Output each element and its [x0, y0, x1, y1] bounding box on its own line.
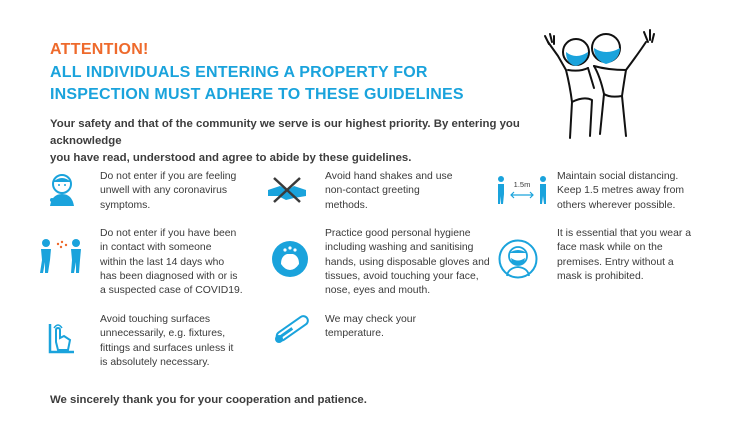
thermometer-icon [272, 312, 314, 344]
guideline-line: within the last 14 days who [100, 256, 225, 268]
guideline-line: is absolutely necessary. [100, 356, 210, 368]
guideline-line: including washing and sanitising [325, 242, 474, 254]
sick-person-icon [46, 172, 78, 206]
guideline-line: It is essential that you wear a [557, 228, 691, 239]
guideline-line: mask is prohibited. [557, 270, 644, 282]
intro-paragraph [50, 116, 550, 167]
contact-icon [38, 238, 88, 274]
guideline-line: unwell with any coronavirus [100, 185, 228, 197]
guideline-line: Do not enter if you have been [100, 228, 237, 239]
guideline-line: hands, using disposable gloves and [325, 256, 490, 268]
guideline-line: a suspected case of COVID19. [100, 285, 243, 297]
guideline-line: others wherever possible. [557, 199, 676, 211]
intro-line: you have read, understood and agree to abide by these guidelines. [50, 152, 412, 164]
guideline-line: in contact with someone [100, 242, 212, 254]
guideline-line: face mask while on the [557, 242, 663, 254]
thank-you-footer: We sincerely thank you for your cooperation and patience. [50, 394, 367, 406]
no-handshake-icon [266, 176, 308, 204]
attention-heading: ATTENTION! [50, 41, 149, 58]
guideline-line: Avoid hand shakes and use [325, 171, 453, 182]
guideline-text [100, 227, 243, 298]
intro-line: Your safety and that of the community we serve is our highest priority. By entering you acknowledge [50, 118, 520, 147]
guideline-line: We may check your [325, 314, 417, 325]
guideline-line: nose, eyes and mouth. [325, 285, 431, 297]
guideline-text [325, 170, 452, 213]
guideline-text [325, 313, 416, 342]
guideline-line: tissues, avoid touching your face, [325, 270, 479, 282]
guideline-line: temperature. [325, 328, 384, 340]
distance-label: 1.5m [513, 180, 531, 189]
guideline-line: premises. Entry without a [557, 256, 674, 268]
guideline-text [557, 227, 691, 284]
guideline-line: methods. [325, 199, 368, 211]
guideline-text [557, 170, 684, 213]
guideline-text [100, 170, 236, 213]
social-distance-icon [496, 175, 548, 205]
guideline-line: Do not enter if you are feeling [100, 171, 237, 182]
guideline-line: unnecessarily, e.g. fixtures, [100, 328, 226, 340]
guideline-line: Maintain social distancing. [557, 171, 679, 182]
guideline-line: Avoid touching surfaces [100, 314, 211, 325]
guideline-line: non-contact greeting [325, 185, 420, 197]
celebrating-people-illustration [540, 14, 690, 154]
heading-line-1: ALL INDIVIDUALS ENTERING A PROPERTY FOR [50, 64, 428, 81]
guideline-text [100, 313, 233, 370]
hand-wash-icon [271, 240, 309, 278]
touch-surface-icon [44, 320, 80, 356]
face-mask-icon [498, 239, 538, 279]
heading-line-2: INSPECTION MUST ADHERE TO THESE GUIDELINES [50, 86, 464, 103]
guideline-line: Practice good personal hygiene [325, 228, 471, 239]
guideline-line: Keep 1.5 metres away from [557, 185, 685, 197]
guideline-line: fittings and surfaces unless it [100, 342, 234, 354]
guideline-text [325, 227, 490, 298]
guideline-line: symptoms. [100, 199, 151, 211]
guideline-line: has been diagnosed with or is [100, 270, 238, 282]
